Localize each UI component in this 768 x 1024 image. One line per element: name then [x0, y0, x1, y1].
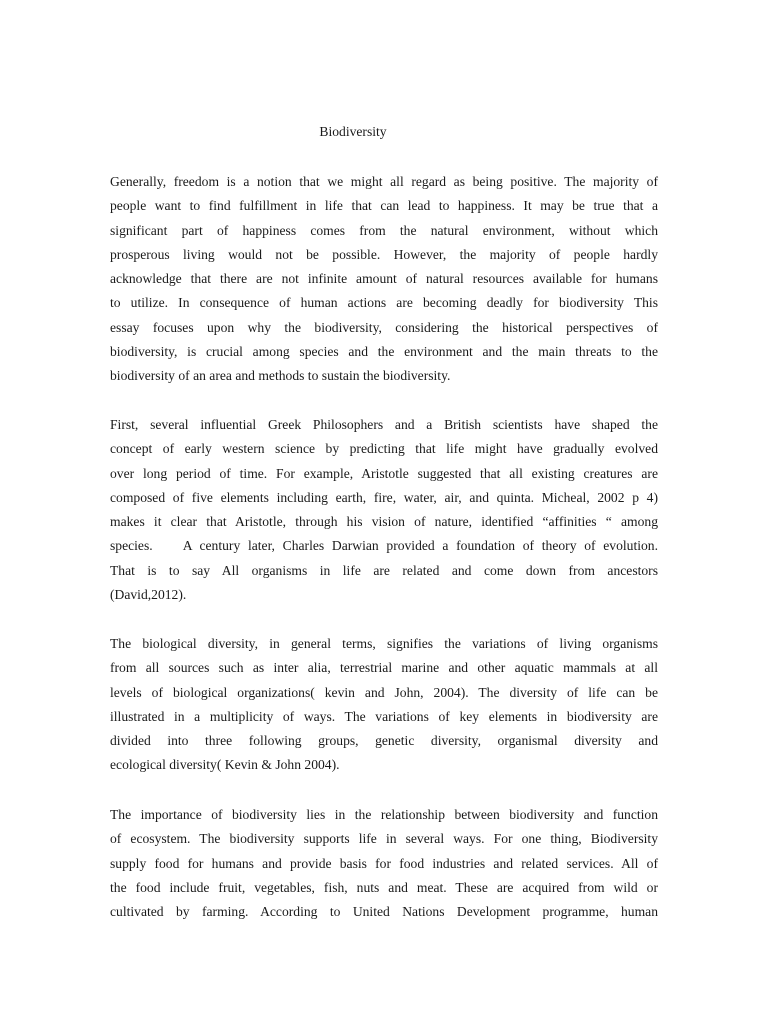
paragraph-2	[110, 413, 658, 607]
paragraph-line: cultivated by farming. According to United Nations Development programme, human	[110, 904, 658, 920]
paragraph-1	[110, 170, 658, 389]
paragraph-line: The importance of biodiversity lies in the relationship between biodiversity and function	[110, 807, 658, 822]
paragraph-line: prosperous living would not be possible. However, the majority of people hardly	[110, 246, 658, 262]
paragraph-line: over long period of time. For example, Aristotle suggested that all existing creatures are	[110, 465, 658, 481]
paragraph-3	[110, 632, 658, 778]
paragraph-line: significant part of happiness comes from the natural environment, without which	[110, 222, 658, 238]
paragraph-line: biodiversity, is crucial among species and the environment and the main threats to the	[110, 344, 658, 360]
paragraph-line: supply food for humans and provide basis for food industries and related services. All of	[110, 855, 658, 871]
paragraph-line: makes it clear that Aristotle, through his vision of nature, identified “affinities “ among	[110, 514, 658, 530]
paragraph-line: composed of five elements including earth, fire, water, air, and quinta. Micheal, 2002 p 4)	[110, 489, 658, 505]
paragraph-line: That is to say All organisms in life are related and come down from ancestors	[110, 562, 658, 578]
paragraph-line: levels of biological organizations( kevin and John, 2004). The diversity of life can be	[110, 684, 658, 700]
paragraph-line: acknowledge that there are not infinite amount of natural resources available for humans	[110, 271, 658, 287]
paragraph-line: from all sources such as inter alia, terrestrial marine and other aquatic mammals at all	[110, 660, 658, 676]
paragraph-line: of ecosystem. The biodiversity supports life in several ways. For one thing, Biodiversity	[110, 831, 658, 847]
paragraph-4	[110, 803, 658, 924]
paragraph-line: Generally, freedom is a notion that we might all regard as being positive. The majority of	[110, 174, 658, 189]
paragraph-line: ecological diversity( Kevin & John 2004).	[110, 757, 340, 773]
paragraph-line: people want to find fulfillment in life that can lead to happiness. It may be true that a	[110, 198, 658, 214]
paragraph-line: divided into three following groups, genetic diversity, organismal diversity and	[110, 733, 658, 749]
paragraph-line: species. A century later, Charles Darwian provided a foundation of theory of evolution.	[110, 538, 658, 554]
paragraph-line: the food include fruit, vegetables, fish, nuts and meat. These are acquired from wild or	[110, 879, 658, 895]
paragraph-line: concept of early western science by predicting that life might have gradually evolved	[110, 441, 658, 457]
paragraph-line: illustrated in a multiplicity of ways. The variations of key elements in biodiversity are	[110, 708, 658, 724]
paragraph-line: essay focuses upon why the biodiversity, considering the historical perspectives of	[110, 319, 658, 335]
document-title: Biodiversity	[319, 124, 387, 139]
paragraph-line: (David,2012).	[110, 587, 187, 603]
paragraph-line: First, several influential Greek Philosophers and a British scientists have shaped the	[110, 417, 658, 432]
paragraph-line: biodiversity of an area and methods to sustain the biodiversity.	[110, 368, 451, 384]
paragraph-line: to utilize. In consequence of human actions are becoming deadly for biodiversity This	[110, 295, 658, 311]
paragraph-line: The biological diversity, in general terms, signifies the variations of living organisms	[110, 636, 658, 651]
